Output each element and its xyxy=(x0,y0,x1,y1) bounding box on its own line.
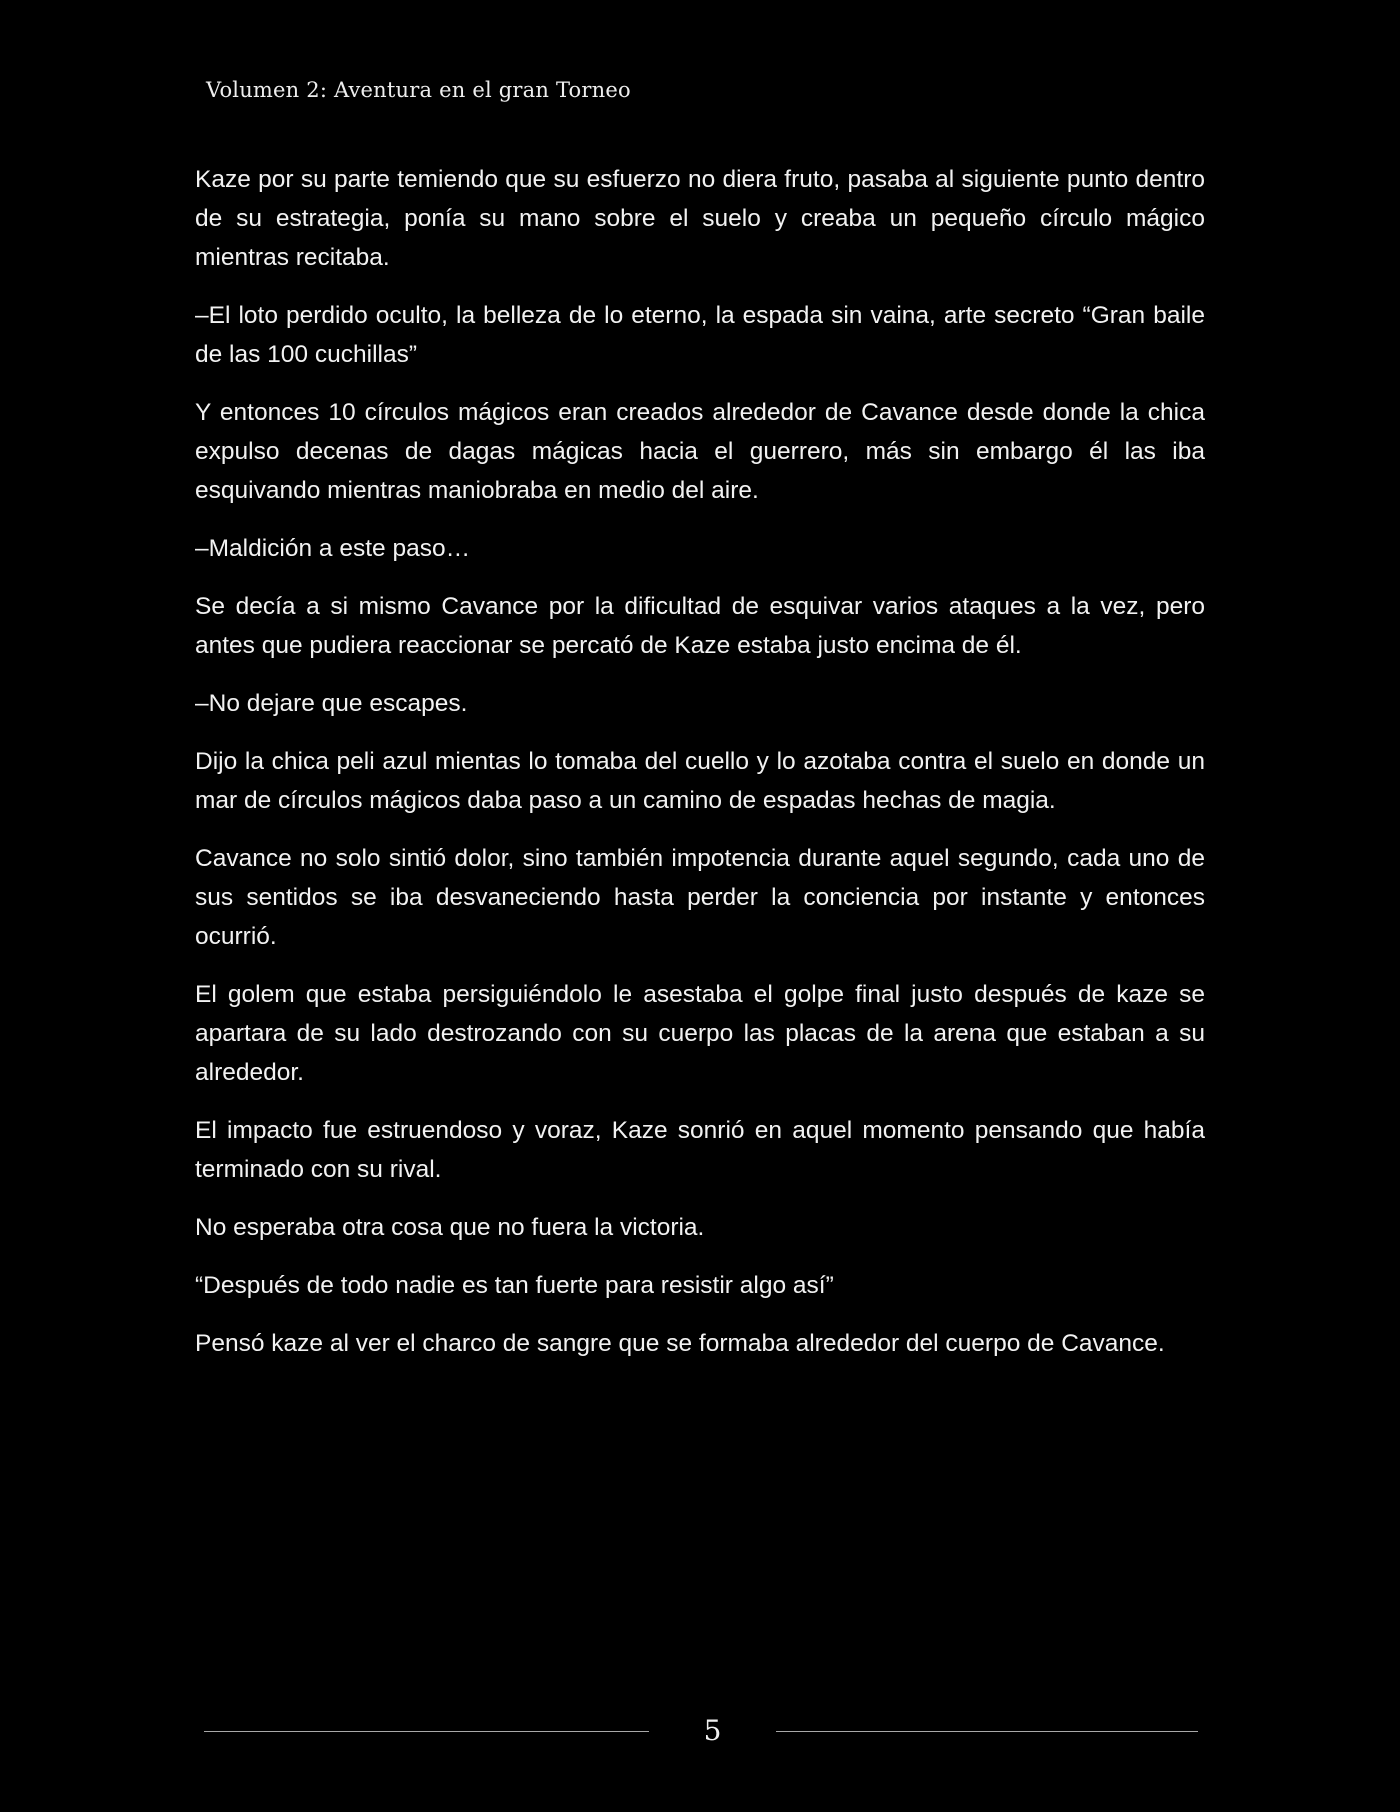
footer-rule-right xyxy=(776,1731,1198,1732)
page-footer xyxy=(204,1712,1198,1752)
paragraph: Kaze por su parte temiendo que su esfuerzo no diera fruto, pasaba al siguiente punto dentro de su estrategia, ponía su mano sobre el suelo y creaba un pequeño círculo mágico mientras recitaba. xyxy=(195,166,1205,271)
paragraph: El impacto fue estruendoso y voraz, Kaze sonrió en aquel momento pensando que había terminado con su rival. xyxy=(195,1117,1205,1183)
page-number: 5 xyxy=(703,1714,722,1747)
paragraph: –El loto perdido oculto, la belleza de lo eterno, la espada sin vaina, arte secreto “Gran baile de las 100 cuchillas” xyxy=(195,302,1205,368)
paragraph: Y entonces 10 círculos mágicos eran creados alrededor de Cavance desde donde la chica expulso decenas de dagas mágicas hacia el guerrero, más sin embargo él las iba esquivando mientras maniobraba en medio del aire. xyxy=(195,399,1205,504)
paragraph: –Maldición a este paso… xyxy=(195,535,471,562)
paragraph: Pensó kaze al ver el charco de sangre que se formaba alrededor del cuerpo de Cavance. xyxy=(195,1330,1165,1357)
paragraph: “Después de todo nadie es tan fuerte para resistir algo así” xyxy=(195,1272,834,1299)
paragraph: El golem que estaba persiguiéndolo le asestaba el golpe final justo después de kaze se apartara de su lado destrozando con su cuerpo las placas de la arena que estaban a su alrededor. xyxy=(195,981,1205,1086)
paragraph: Dijo la chica peli azul mientas lo tomaba del cuello y lo azotaba contra el suelo en donde un mar de círculos mágicos daba paso a un camino de espadas hechas de magia. xyxy=(195,748,1205,814)
footer-rule-left xyxy=(204,1731,649,1732)
running-header: Volumen 2: Aventura en el gran Torneo xyxy=(206,78,631,102)
paragraph: Cavance no solo sintió dolor, sino también impotencia durante aquel segundo, cada uno de sus sentidos se iba desvaneciendo hasta perder la conciencia por instante y entonces ocurrió. xyxy=(195,845,1205,950)
paragraph: –No dejare que escapes. xyxy=(195,690,468,717)
body-text xyxy=(195,160,1205,1382)
paragraph: No esperaba otra cosa que no fuera la victoria. xyxy=(195,1214,705,1241)
paragraph: Se decía a si mismo Cavance por la dificultad de esquivar varios ataques a la vez, pero antes que pudiera reaccionar se percató de Kaze estaba justo encima de él. xyxy=(195,593,1205,659)
